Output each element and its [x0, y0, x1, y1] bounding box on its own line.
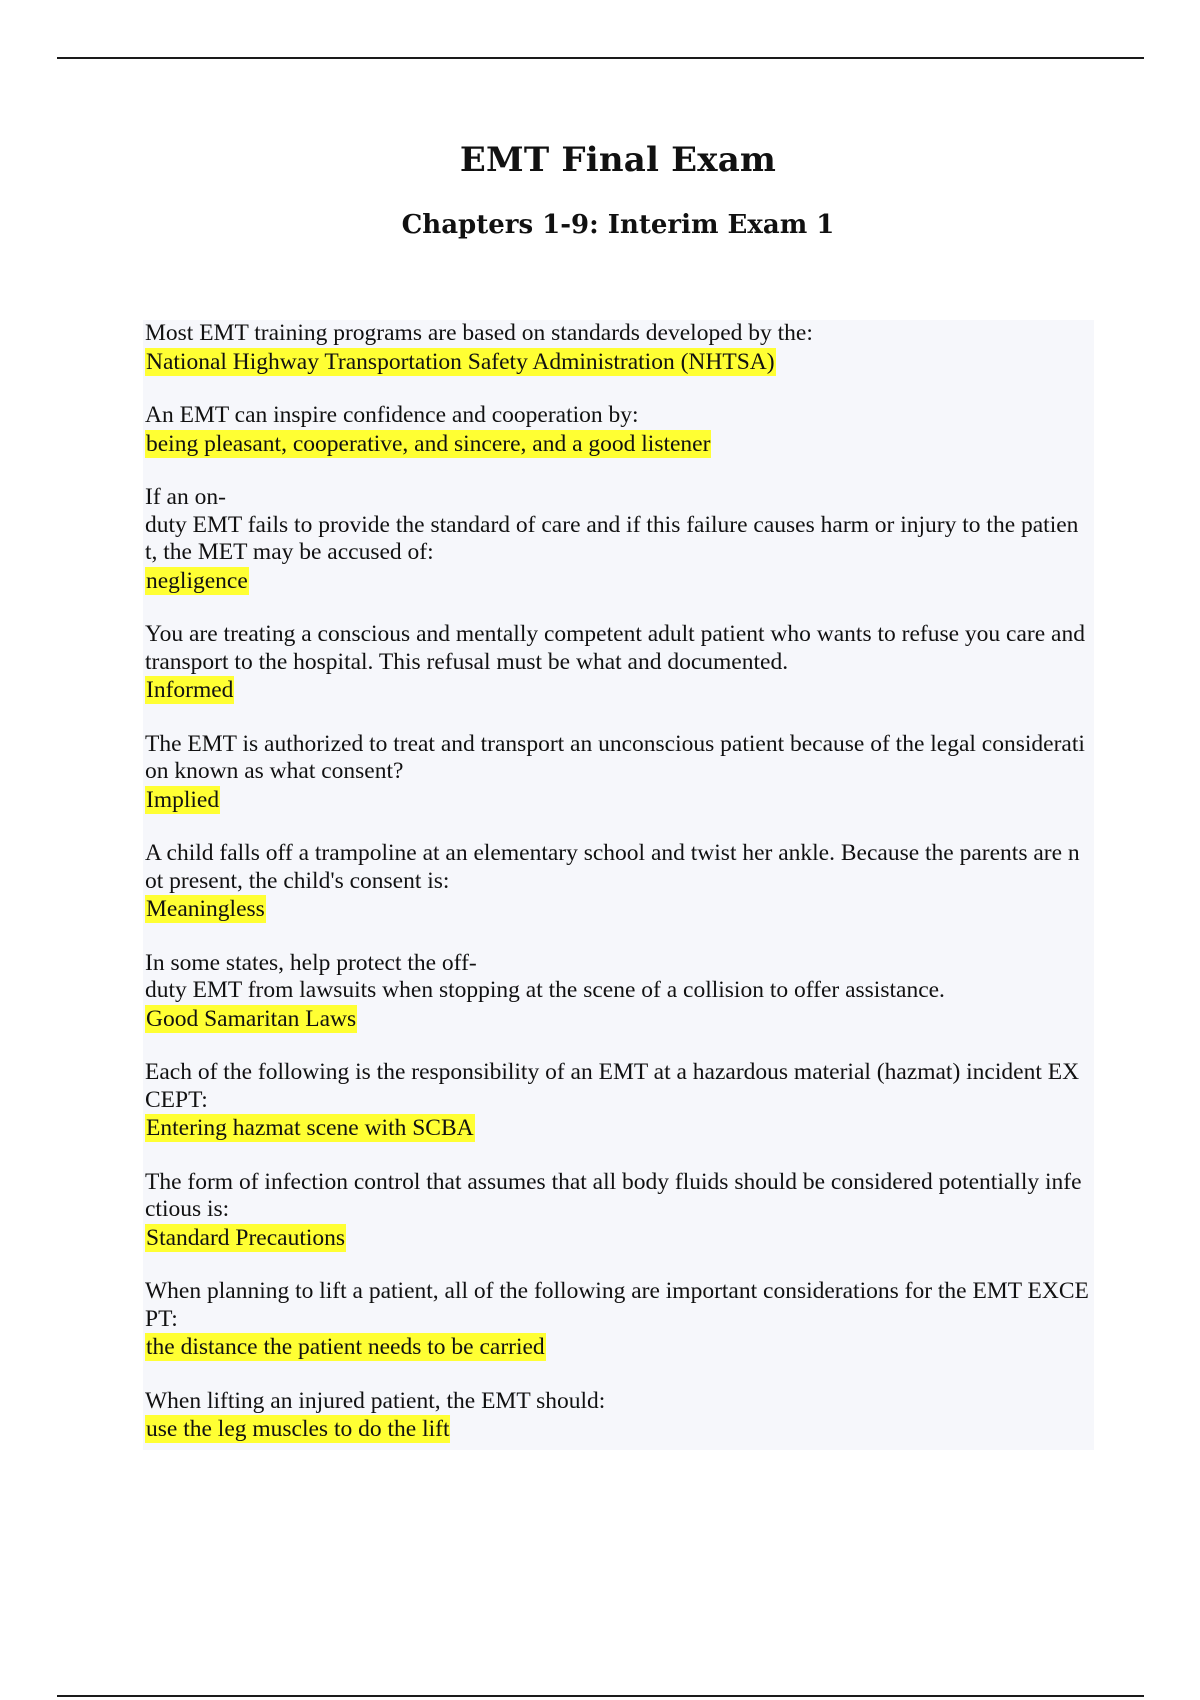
qa-item [145, 1278, 1090, 1362]
qa-list [145, 320, 1090, 1470]
question-text: The EMT is authorized to treat and transport an unconscious patient because of the legal consideration known as what consent? [145, 730, 1085, 784]
qa-item [145, 484, 1090, 595]
qa-item [145, 1169, 1090, 1253]
answer-highlight: National Highway Transportation Safety Administration (NHTSA) [146, 348, 775, 375]
question-text: In some states, help protect the off- duty EMT from lawsuits when stopping at the scene of a collision to offer assistance. [145, 949, 945, 1003]
document-subtitle: Chapters 1-9: Interim Exam 1 [401, 210, 835, 240]
qa-item [145, 1059, 1090, 1143]
question-text: When planning to lift a patient, all of the following are important considerations for the EMT EXCEPT: [145, 1278, 1089, 1332]
qa-item [145, 731, 1090, 815]
answer-highlight: Entering hazmat scene with SCBA [146, 1115, 474, 1141]
question-text: You are treating a conscious and mentally competent adult patient who wants to refuse you care and transport to the hospital. This refusal must be what and documented. [145, 621, 1085, 675]
answer-highlight: Standard Precautions [146, 1224, 346, 1251]
document-title: EMT Final Exam [459, 140, 777, 180]
question-text: The form of infection control that assumes that all body fluids should be considered potentially infectious is: [145, 1168, 1082, 1222]
question-text: If an on- duty EMT fails to provide the standard of care and if this failure causes harm or injury to the patient, the MET may be accused of: [145, 484, 1079, 565]
question-text: Each of the following is the responsibility of an EMT at a hazardous material (hazmat) incident EXCEPT: [145, 1059, 1080, 1113]
question-text: A child falls off a trampoline at an elementary school and twist her ankle. Because the parents are not present, the child's consent is: [145, 840, 1080, 894]
qa-item [145, 1388, 1090, 1444]
question-text: An EMT can inspire confidence and cooperation by: [145, 402, 639, 428]
answer-highlight: use the leg muscles to do the lift [146, 1416, 450, 1442]
answer-highlight: Informed [146, 677, 234, 703]
question-text: Most EMT training programs are based on standards developed by the: [145, 320, 813, 346]
qa-item [145, 621, 1090, 705]
answer-highlight: the distance the patient needs to be carried [146, 1334, 545, 1360]
answer-highlight: Good Samaritan Laws [146, 1005, 357, 1032]
top-rule [57, 57, 1144, 59]
qa-item [145, 320, 1090, 376]
answer-highlight: Meaningless [146, 896, 265, 922]
qa-item [145, 950, 1090, 1034]
qa-item [145, 840, 1090, 924]
answer-highlight: Implied [146, 786, 220, 813]
qa-panel [143, 320, 1094, 1450]
question-text: When lifting an injured patient, the EMT should: [145, 1387, 606, 1414]
answer-highlight: negligence [146, 567, 248, 594]
bottom-rule [57, 1695, 1144, 1697]
answer-highlight: being pleasant, cooperative, and sincere, and a good listener [146, 430, 711, 457]
qa-item [145, 402, 1090, 458]
